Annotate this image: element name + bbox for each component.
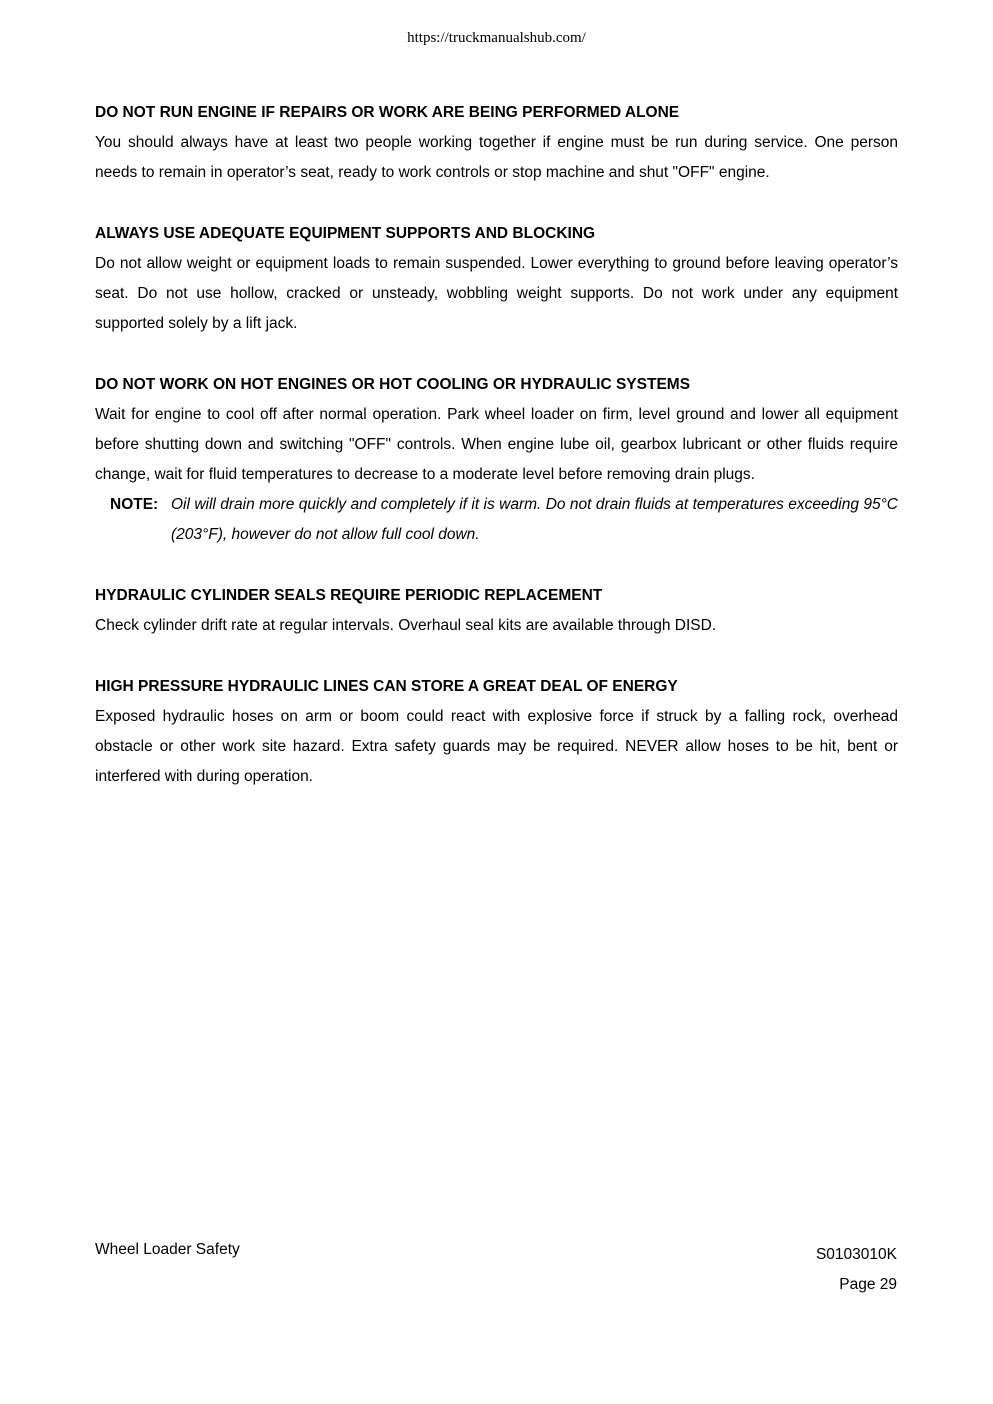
section-heading: DO NOT WORK ON HOT ENGINES OR HOT COOLING OR HYDRAULIC SYSTEMS: [95, 376, 691, 393]
section-heading: DO NOT RUN ENGINE IF REPAIRS OR WORK ARE BEING PERFORMED ALONE: [95, 104, 680, 121]
footer-document-code: S0103010K: [815, 1246, 897, 1263]
section-body: Exposed hydraulic hoses on arm or boom could react with explosive force if struck by a falling rock, overhead obstacle or other work site hazard. Extra safety guards may be required. NEVER allow hoses to be hit, bent or interfered with during operation.: [95, 708, 898, 785]
section-engine-alone: [95, 98, 898, 188]
section-body: You should always have at least two people working together if engine must be run during service. One person needs to remain in operator’s seat, ready to work controls or stop machine and shut "OFF" engine.: [95, 134, 898, 181]
note: [95, 490, 898, 550]
section-hot-engines: [95, 370, 898, 550]
section-equipment-supports: [95, 219, 898, 339]
page-content: [95, 98, 898, 823]
source-url[interactable]: https://truckmanualshub.com/: [407, 30, 586, 46]
section-heading: HIGH PRESSURE HYDRAULIC LINES CAN STORE A GREAT DEAL OF ENERGY: [95, 678, 678, 695]
note-text: Oil will drain more quickly and completely if it is warm. Do not drain fluids at temperatures exceeding 95°C (203°F), however do not allow full cool down.: [171, 496, 898, 543]
section-cylinder-seals: [95, 581, 898, 641]
footer-right: [816, 1240, 897, 1300]
section-hydraulic-lines: [95, 672, 898, 792]
section-body: Do not allow weight or equipment loads to remain suspended. Lower everything to ground before leaving operator’s seat. Do not use hollow, cracked or unsteady, wobbling weight supports. Do not work under any equipment supported solely by a lift jack.: [95, 255, 898, 332]
section-heading: HYDRAULIC CYLINDER SEALS REQUIRE PERIODIC REPLACEMENT: [95, 587, 603, 604]
note-label: NOTE:: [110, 496, 159, 513]
footer-page-number: Page 29: [839, 1276, 897, 1293]
section-body: Wait for engine to cool off after normal operation. Park wheel loader on firm, level ground and lower all equipment before shutting down and switching "OFF" controls. When engine lube oil, gearbox lubricant or other fluids require change, wait for fluid temperatures to decrease to a moderate level before removing drain plugs.: [95, 406, 898, 483]
section-heading: ALWAYS USE ADEQUATE EQUIPMENT SUPPORTS AND BLOCKING: [95, 225, 596, 242]
footer-document-title: Wheel Loader Safety: [95, 1241, 240, 1258]
section-body: Check cylinder drift rate at regular intervals. Overhaul seal kits are available through DISD.: [95, 617, 717, 634]
